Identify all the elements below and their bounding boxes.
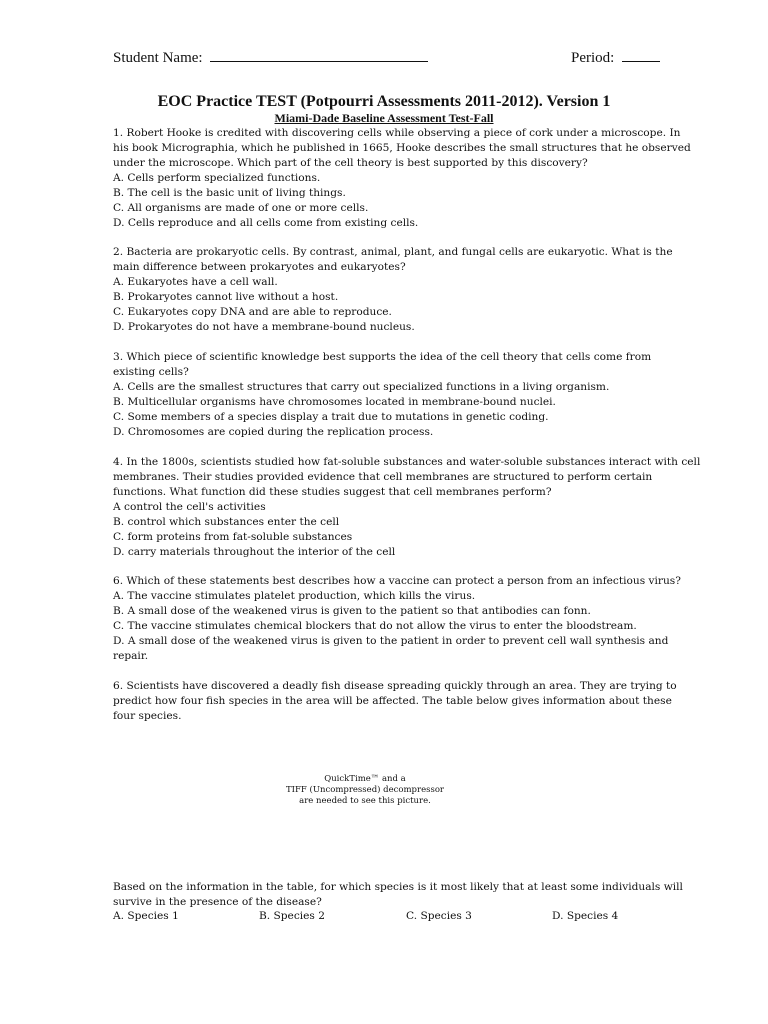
missing-image-placeholder	[270, 774, 460, 807]
student-name-label: Student Name:	[113, 50, 203, 66]
question-text-line: 4. In the 1800s, scientists studied how fat-soluble substances and water-soluble substances interact with cell	[113, 456, 701, 468]
period-blank[interactable]	[622, 47, 660, 62]
answer-option: D. A small dose of the weakened virus is given to the patient in order to prevent cell wall synthesis and	[113, 635, 669, 647]
question-text-line: his book Micrographia, which he published in 1665, Hooke describes the small structures that he observed	[113, 142, 691, 154]
question-3	[113, 350, 653, 440]
answer-option: B. The cell is the basic unit of living things.	[113, 187, 346, 199]
question-text-line: 6. Which of these statements best describes how a vaccine can protect a person from an infectious virus?	[113, 575, 681, 587]
answer-option-b: B. Species 2	[259, 910, 325, 922]
question-text-line: Based on the information in the table, for which species is it most likely that at least some individuals will	[113, 881, 683, 893]
question-2	[113, 245, 673, 335]
answer-option: C. All organisms are made of one or more cells.	[113, 202, 369, 214]
answer-option: A. Cells are the smallest structures that carry out specialized functions in a living organism.	[113, 381, 610, 393]
answer-option: C. Eukaryotes copy DNA and are able to reproduce.	[113, 306, 392, 318]
answer-option: B. control which substances enter the cell	[113, 516, 340, 528]
answer-option: C. form proteins from fat-soluble substances	[113, 531, 353, 543]
question-text-line: 1. Robert Hooke is credited with discovering cells while observing a piece of cork under a microscope. In	[113, 127, 681, 139]
question-text-line: main difference between prokaryotes and eukaryotes?	[113, 261, 406, 273]
question-text-line: 2. Bacteria are prokaryotic cells. By contrast, animal, plant, and fungal cells are eukaryotic. What is the	[113, 246, 673, 258]
page-title: EOC Practice TEST (Potpourri Assessments 2011-2012). Version 1	[157, 93, 611, 110]
answer-option: D. Prokaryotes do not have a membrane-bound nucleus.	[113, 321, 415, 333]
answer-option-a: A. Species 1	[113, 910, 179, 922]
answer-option: A. The vaccine stimulates platelet production, which kills the virus.	[113, 590, 476, 602]
page-subtitle: Miami-Dade Baseline Assessment Test-Fall	[274, 111, 494, 125]
answer-option: D. Chromosomes are copied during the replication process.	[113, 426, 434, 438]
question-text-line: under the microscope. Which part of the cell theory is best supported by this discovery?	[113, 157, 588, 169]
question-text-line: four species.	[113, 710, 182, 722]
placeholder-line: are needed to see this picture.	[299, 796, 431, 806]
period-label: Period:	[571, 50, 615, 66]
question-vaccine	[113, 574, 681, 664]
question-1	[113, 126, 691, 231]
answer-option-d: D. Species 4	[552, 910, 619, 922]
answer-option: C. The vaccine stimulates chemical blockers that do not allow the virus to enter the bloodstream.	[113, 620, 637, 632]
question-text-line: membranes. Their studies provided evidence that cell membranes are structured to perform certain	[113, 471, 653, 483]
question-text-line: existing cells?	[113, 366, 189, 378]
question-text-line: 3. Which piece of scientific knowledge best supports the idea of the cell theory that cells come from	[113, 351, 652, 363]
answer-option: D. carry materials throughout the interior of the cell	[113, 546, 396, 558]
answer-option: A. Eukaryotes have a cell wall.	[113, 276, 278, 288]
student-name-line	[113, 47, 428, 67]
question-text-line: predict how four fish species in the area will be affected. The table below gives information about these	[113, 695, 672, 707]
question-fish-followup	[113, 880, 683, 910]
answer-option: B. A small dose of the weakened virus is given to the patient so that antibodies can fonn.	[113, 605, 591, 617]
answer-option: D. Cells reproduce and all cells come from existing cells.	[113, 217, 419, 229]
answer-option: A control the cell's activities	[113, 501, 266, 513]
placeholder-line: QuickTime™ and a	[324, 774, 406, 784]
student-name-blank[interactable]	[210, 47, 428, 62]
question-text-line: survive in the presence of the disease?	[113, 896, 322, 908]
answer-option: B. Multicellular organisms have chromosomes located in membrane-bound nuclei.	[113, 396, 556, 408]
question-text-line: functions. What function did these studies suggest that cell membranes perform?	[113, 486, 552, 498]
answer-option: B. Prokaryotes cannot live without a host.	[113, 291, 339, 303]
question-fish-disease	[113, 679, 677, 724]
question-text-line: 6. Scientists have discovered a deadly fish disease spreading quickly through an area. They are trying to	[113, 680, 677, 692]
answer-option: C. Some members of a species display a trait due to mutations in genetic coding.	[113, 411, 549, 423]
answer-option-c: C. Species 3	[406, 910, 472, 922]
period-line	[571, 47, 660, 67]
question-4	[113, 455, 701, 560]
answer-option: A. Cells perform specialized functions.	[113, 172, 321, 184]
placeholder-line: TIFF (Uncompressed) decompressor	[285, 785, 444, 795]
answer-option: repair.	[113, 650, 149, 662]
